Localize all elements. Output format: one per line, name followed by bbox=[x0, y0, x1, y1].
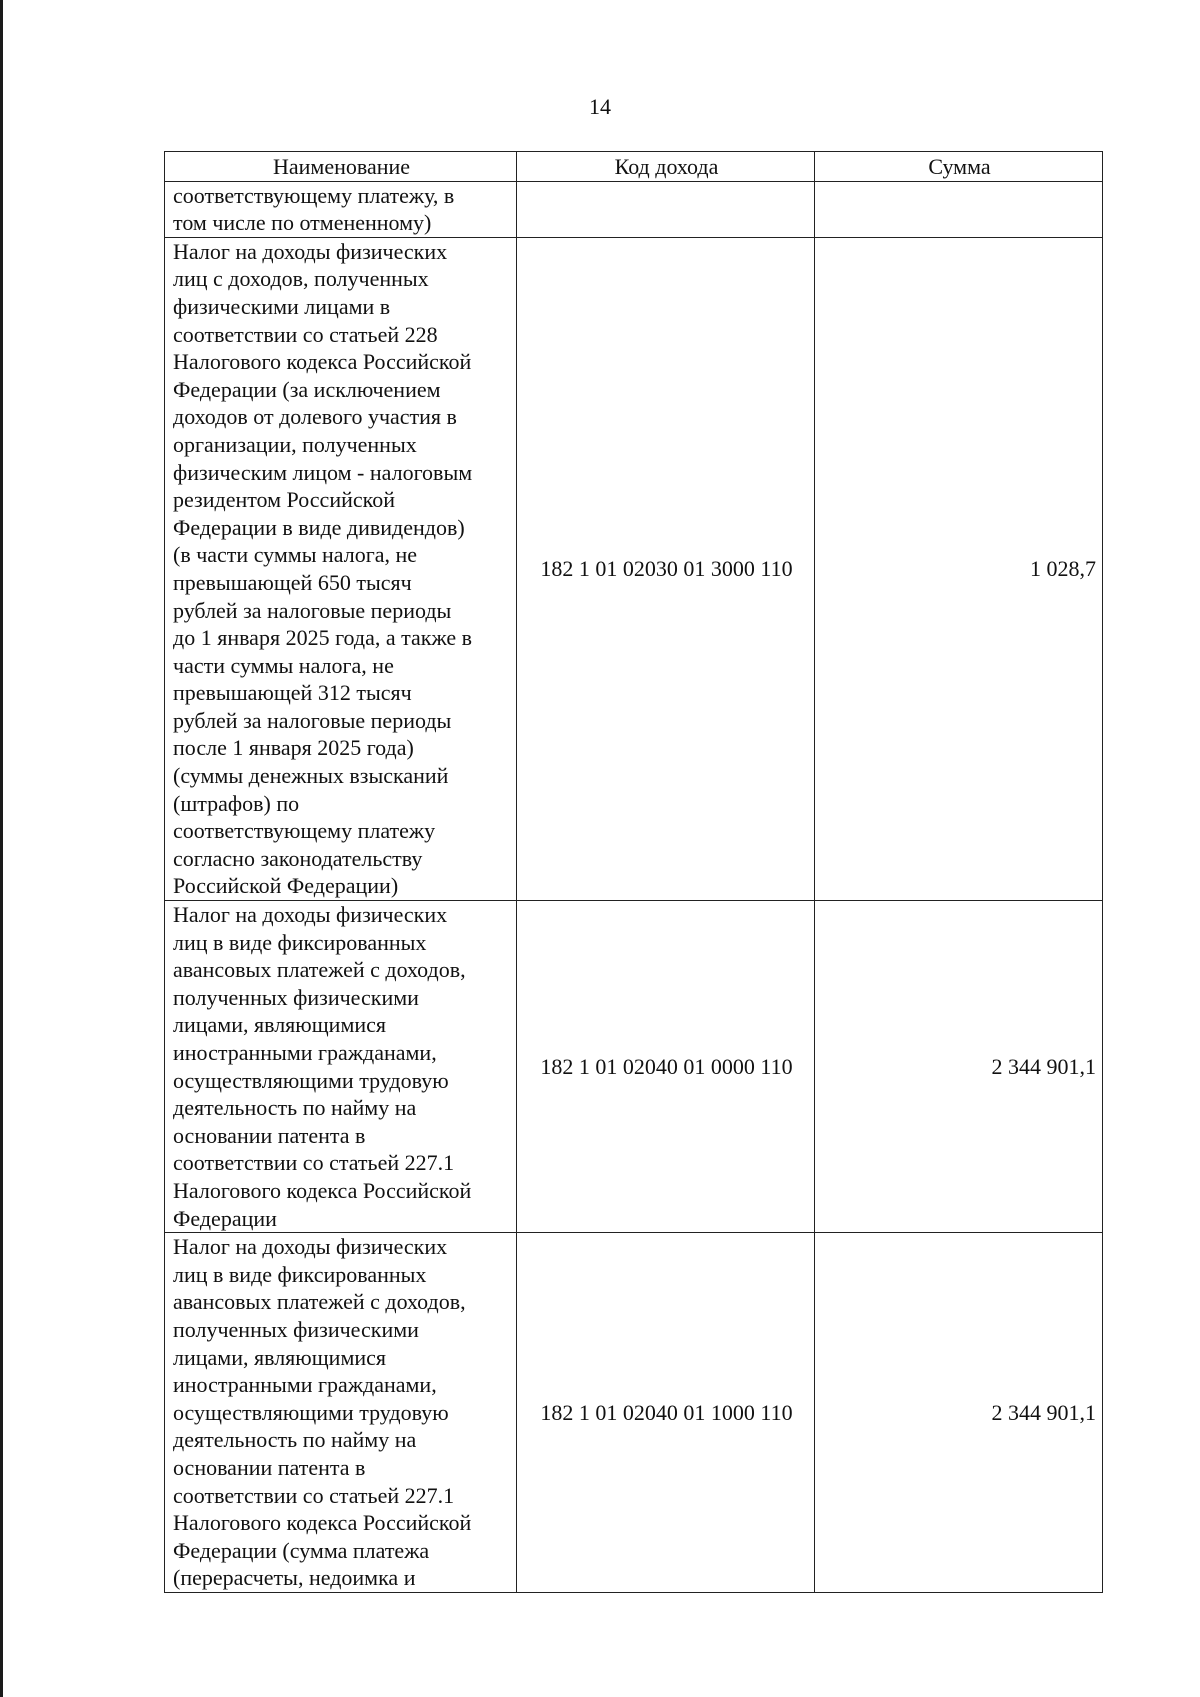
row-amount: 2 344 901,1 bbox=[815, 901, 1103, 1233]
row-name: соответствующему платежу, в том числе по отмененному) bbox=[165, 181, 517, 237]
row-name: Налог на доходы физических лиц с доходов, полученных физическими лицами в соответствии со статьей 228 Налогового кодекса Российской Федерации (за исключением доходов от долевого участия в организации, полученных физическим лицом - налоговым резидентом Российской Федерации в виде дивидендов) (в части суммы налога, не превышающей 650 тысяч рублей за налоговые периоды до 1 января 2025 года, а также в части суммы налога, не превышающей 312 тысяч рублей за налоговые периоды после 1 января 2025 года) (суммы денежных взысканий (штрафов) по соответствующему платежу согласно законодательству Российской Федерации) bbox=[165, 237, 517, 900]
row-code bbox=[517, 181, 815, 237]
table-row bbox=[165, 1233, 1103, 1593]
table-row bbox=[165, 901, 1103, 1233]
row-code: 182 1 01 02040 01 0000 110 bbox=[517, 901, 815, 1233]
row-amount bbox=[815, 181, 1103, 237]
table-row bbox=[165, 237, 1103, 900]
table-row bbox=[165, 181, 1103, 237]
row-amount: 2 344 901,1 bbox=[815, 1233, 1103, 1593]
row-name: Налог на доходы физических лиц в виде фиксированных авансовых платежей с доходов, полученных физическими лицами, являющимися иностранными гражданами, осуществляющими трудовую деятельность по найму на основании патента в соответствии со статьей 227.1 Налогового кодекса Российской Федерации (сумма платежа (перерасчеты, недоимка и bbox=[165, 1233, 517, 1593]
table-header-row bbox=[165, 152, 1103, 182]
row-amount: 1 028,7 bbox=[815, 237, 1103, 900]
row-code: 182 1 01 02030 01 3000 110 bbox=[517, 237, 815, 900]
scan-edge-border bbox=[0, 0, 3, 1697]
page-number: 14 bbox=[589, 94, 611, 119]
row-name: Налог на доходы физических лиц в виде фиксированных авансовых платежей с доходов, полученных физическими лицами, являющимися иностранными гражданами, осуществляющими трудовую деятельность по найму на основании патента в соответствии со статьей 227.1 Налогового кодекса Российской Федерации bbox=[165, 901, 517, 1233]
header-code: Код дохода bbox=[517, 152, 815, 182]
revenue-table bbox=[164, 151, 1103, 1593]
header-amount: Сумма bbox=[815, 152, 1103, 182]
row-code: 182 1 01 02040 01 1000 110 bbox=[517, 1233, 815, 1593]
header-name: Наименование bbox=[165, 152, 517, 182]
